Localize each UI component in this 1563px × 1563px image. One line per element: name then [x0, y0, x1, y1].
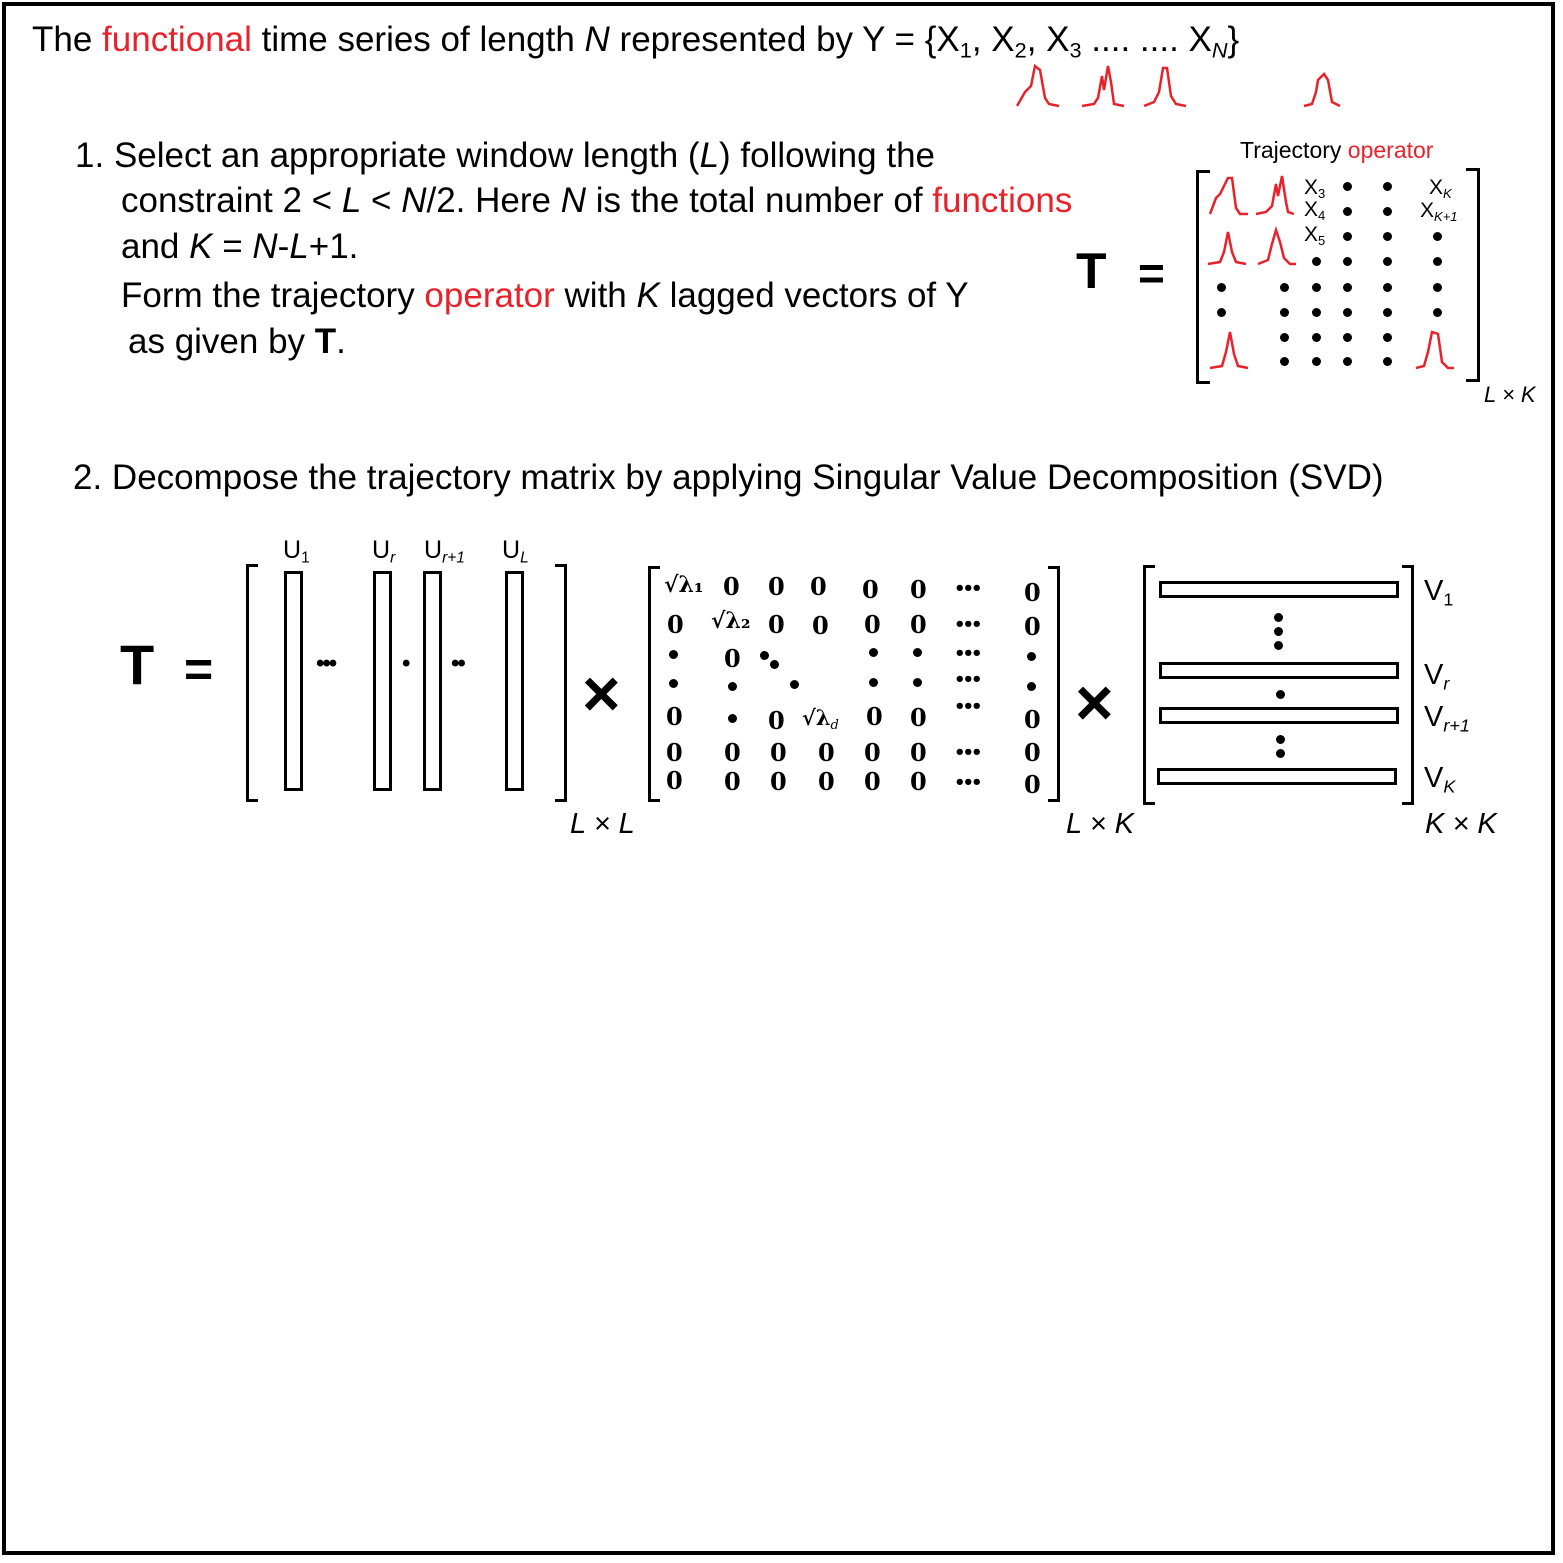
matrix-dot — [1383, 207, 1392, 216]
sigma-entry: 0 — [724, 644, 741, 673]
v1-label — [1424, 575, 1453, 610]
u-label-sub: 1 — [301, 549, 310, 567]
intro-functional: functional — [102, 20, 252, 59]
v-dot — [1276, 735, 1285, 744]
sigma-entry: 0 — [910, 738, 927, 767]
trajectory-label-sub: 3 — [1318, 185, 1326, 201]
step1-text: lagged vectors of Y — [659, 276, 969, 315]
sigma-dot — [669, 650, 678, 659]
step1-text: Form the trajectory — [121, 276, 425, 315]
intro-sub: N — [1211, 37, 1228, 63]
u-label-sub: r — [390, 549, 396, 567]
trajectory-xk-label — [1429, 176, 1452, 201]
u-label-text: U — [424, 536, 443, 564]
step1-operator-red: operator — [424, 276, 555, 315]
step1-var: K — [189, 227, 213, 266]
trajectory-label-sub: 5 — [1318, 232, 1326, 248]
step1-text: +1. — [308, 227, 359, 266]
v-label-text: V — [1424, 659, 1444, 691]
step1-text: and — [121, 227, 190, 266]
sigma-right-bracket — [1048, 566, 1060, 802]
sigma-entry: 0 — [770, 767, 787, 796]
intro-text: time series — [251, 20, 431, 59]
trajectory-curve — [1208, 172, 1250, 218]
step1-text: /2. Here — [426, 181, 561, 220]
u-ellipsis: •• — [451, 650, 464, 677]
sigma-entry: 0 — [864, 610, 881, 639]
trajectory-title-red: operator — [1347, 137, 1434, 163]
step1-var: N — [401, 181, 427, 220]
step1-functions-red: functions — [932, 181, 1073, 220]
u-right-bracket — [555, 564, 567, 802]
matrix-dot — [1312, 333, 1321, 342]
sigma-entry: 0 — [866, 702, 883, 731]
sigma-dot — [669, 679, 678, 688]
u1-label — [283, 536, 310, 568]
sigma-dot — [770, 660, 779, 669]
step1-text: ) following the — [719, 136, 935, 175]
uL-label — [502, 536, 529, 568]
sigma-dot — [869, 678, 878, 687]
intro-line — [32, 20, 1239, 64]
sigma-entry: 0 — [768, 610, 785, 639]
matrix-dot — [1312, 357, 1321, 366]
v-label-text: V — [1424, 701, 1444, 733]
step1-line1 — [75, 136, 935, 176]
matrix-dot — [1217, 283, 1226, 292]
v-dot — [1276, 690, 1285, 699]
intro-text: , X — [1026, 20, 1070, 59]
step1-var: N — [560, 181, 586, 220]
ur-column-vector — [373, 571, 392, 791]
trajectory-title-text: Trajectory — [1240, 137, 1348, 163]
matrix-dot — [1343, 257, 1352, 266]
sigma-entry: 0 — [724, 767, 741, 796]
sigma-entry: 0 — [812, 611, 829, 640]
v-dimension: K × K — [1425, 808, 1497, 840]
step1-text: is the total number of — [585, 181, 933, 220]
trajectory-curve — [1414, 326, 1456, 372]
v-label-sub: r+1 — [1443, 715, 1470, 736]
u-label-text: U — [502, 536, 521, 564]
u-label-text: U — [283, 536, 302, 564]
step1-text: with — [554, 276, 637, 315]
trajectory-label-sub: K+1 — [1434, 208, 1458, 224]
uL-column-vector — [505, 571, 524, 791]
intro-text: .... .... X — [1081, 20, 1212, 59]
sigma-entry: 0 — [724, 738, 741, 767]
trajectory-equals: = — [1138, 247, 1165, 299]
trajectory-label-text: X — [1304, 223, 1319, 246]
sigma-entry: 0 — [864, 738, 881, 767]
step1-text: constraint 2 < — [121, 181, 342, 220]
matrix-dot — [1383, 257, 1392, 266]
matrix-dot — [1280, 283, 1289, 292]
trajectory-x4-label — [1304, 198, 1325, 223]
trajectory-label-text: X — [1429, 176, 1444, 199]
u-dimension: L × L — [570, 808, 635, 840]
sigma-dot — [913, 678, 922, 687]
sigma-entry: 0 — [1024, 612, 1041, 641]
u1-column-vector — [284, 571, 303, 791]
step1-var: L — [699, 136, 720, 175]
matrix-dot — [1383, 232, 1392, 241]
step1-text: . — [336, 322, 346, 361]
sigma-dot — [913, 648, 922, 657]
v-dot — [1274, 641, 1283, 650]
intro-sub: 2 — [1014, 37, 1027, 63]
matrix-dot — [1343, 283, 1352, 292]
intro-text: , X — [971, 20, 1015, 59]
sigma-lambda-d-sub: d — [830, 717, 839, 733]
step2-line: 2. Decompose the trajectory matrix by applying Singular Value Decomposition (SVD) — [73, 458, 1384, 497]
step1-line5 — [128, 322, 346, 362]
v-label-text: V — [1424, 762, 1444, 794]
step1-line2 — [121, 181, 1072, 221]
matrix-dot — [1343, 207, 1352, 216]
step1-var: L — [289, 227, 309, 266]
intro-sub: 3 — [1069, 37, 1082, 63]
vr-row-vector — [1159, 662, 1399, 679]
sigma-entry: 0 — [862, 575, 879, 604]
intro-text: represented by Y = {X — [609, 20, 960, 59]
step1-line3 — [121, 227, 358, 267]
v-label-sub: r — [1443, 673, 1450, 694]
sigma-entry: 0 — [818, 738, 835, 767]
svd-equals: = — [184, 641, 214, 697]
trajectory-curve — [1206, 222, 1248, 268]
sigma-entry: 0 — [667, 610, 684, 639]
v-dot — [1274, 613, 1283, 622]
step1-var: N — [252, 227, 278, 266]
sigma-dot — [1027, 652, 1036, 661]
u-left-bracket — [246, 564, 258, 802]
function-curve-x1 — [1015, 62, 1060, 110]
sigma-dot — [728, 682, 737, 691]
matrix-dot — [1383, 357, 1392, 366]
u-label-sub: L — [520, 549, 529, 567]
trajectory-dimension: L × K — [1484, 382, 1536, 407]
step1-text: < — [361, 181, 402, 220]
v-dot — [1274, 627, 1283, 636]
sigma-entry: ••• — [954, 643, 980, 664]
matrix-dot — [1312, 283, 1321, 292]
sigma-entry: 0 — [818, 767, 835, 796]
trajectory-label-sub: 4 — [1318, 207, 1326, 223]
trajectory-title — [1240, 137, 1433, 164]
u-label-text: U — [372, 536, 391, 564]
sigma-entry: √λ₁ — [664, 572, 704, 598]
matrix-dot — [1433, 283, 1442, 292]
step1-var: L — [341, 181, 362, 220]
sigma-entry: ••• — [954, 772, 980, 793]
matrix-dot — [1383, 283, 1392, 292]
sigma-entry: 0 — [1024, 578, 1041, 607]
sigma-entry: 0 — [910, 610, 927, 639]
matrix-dot — [1343, 232, 1352, 241]
sigma-entry: 0 — [910, 703, 927, 732]
step1-T: T — [314, 322, 337, 361]
trajectory-curve — [1254, 172, 1296, 218]
intro-text: } — [1227, 20, 1240, 59]
step1-text: Select an appropriate window length ( — [113, 136, 700, 175]
trajectory-label-sub: K — [1443, 185, 1452, 201]
v-label-text: V — [1424, 575, 1444, 607]
function-curve-xN — [1302, 62, 1347, 110]
vr1-label — [1424, 701, 1470, 736]
u-label-sub: r+1 — [442, 549, 465, 567]
sigma-entry-lambda-d — [802, 705, 839, 733]
v-label-sub: 1 — [1443, 589, 1454, 610]
step1-text: as given by — [128, 322, 315, 361]
step1-line4 — [121, 276, 969, 316]
v-label-sub: K — [1443, 776, 1456, 797]
trajectory-x5-label — [1304, 223, 1325, 248]
sigma-entry: 0 — [810, 572, 827, 601]
sigma-entry: √λ₂ — [711, 608, 751, 634]
matrix-dot — [1280, 333, 1289, 342]
vr-label — [1424, 659, 1449, 694]
trajectory-right-bracket — [1466, 168, 1480, 382]
matrix-dot — [1217, 308, 1226, 317]
step-number: 1. — [75, 136, 105, 175]
matrix-dot — [1312, 308, 1321, 317]
matrix-dot — [1280, 357, 1289, 366]
sigma-entry: 0 — [666, 766, 683, 795]
sigma-entry: 0 — [864, 767, 881, 796]
matrix-dot — [1433, 232, 1442, 241]
matrix-dot — [1312, 257, 1321, 266]
trajectory-label-text: X — [1304, 176, 1319, 199]
intro-sub: 1 — [959, 37, 972, 63]
v-right-bracket — [1402, 565, 1414, 805]
matrix-dot — [1383, 333, 1392, 342]
matrix-dot — [1383, 182, 1392, 191]
v-dot — [1276, 749, 1285, 758]
step1-text: - — [277, 227, 290, 266]
matrix-dot — [1343, 182, 1352, 191]
function-curve-x3 — [1142, 62, 1187, 110]
sigma-dimension: L × K — [1066, 808, 1134, 840]
sigma-entry: ••• — [954, 669, 980, 690]
step1-var: K — [636, 276, 660, 315]
sigma-entry: ••• — [954, 742, 980, 763]
ur1-column-vector — [423, 571, 442, 791]
times-operator: × — [1075, 665, 1114, 739]
matrix-dot — [1343, 333, 1352, 342]
matrix-dot — [1383, 308, 1392, 317]
trajectory-curve — [1256, 222, 1298, 268]
sigma-entry: 0 — [666, 738, 683, 767]
ur-label — [372, 536, 395, 568]
sigma-dot — [760, 651, 769, 660]
matrix-dot — [1343, 308, 1352, 317]
sigma-dot — [1027, 682, 1036, 691]
sigma-entry: 0 — [666, 702, 683, 731]
matrix-dot — [1433, 308, 1442, 317]
intro-text: of length — [430, 20, 585, 59]
intro-text: The — [32, 20, 103, 59]
trajectory-label-text: X — [1304, 198, 1319, 221]
intro-N: N — [584, 20, 610, 59]
sigma-left-bracket — [648, 566, 660, 802]
matrix-dot — [1280, 308, 1289, 317]
matrix-dot — [1343, 357, 1352, 366]
u-ellipsis: • — [402, 650, 411, 677]
sigma-lambda-d: √λ — [802, 705, 831, 730]
sigma-entry: 0 — [910, 767, 927, 796]
sigma-entry: 0 — [910, 575, 927, 604]
ur1-label — [424, 536, 465, 568]
vK-row-vector — [1157, 768, 1397, 785]
u-ellipsis: ••• — [316, 650, 336, 677]
trajectory-xk1-label — [1420, 199, 1458, 224]
sigma-dot — [869, 648, 878, 657]
v-left-bracket — [1143, 565, 1155, 805]
sigma-entry: 0 — [768, 572, 785, 601]
svd-T: T — [120, 633, 155, 696]
sigma-entry: ••• — [954, 578, 980, 599]
vr1-row-vector — [1159, 707, 1399, 724]
sigma-entry: 0 — [768, 706, 785, 735]
function-curve-x2 — [1080, 62, 1125, 110]
sigma-entry: ••• — [954, 614, 980, 635]
trajectory-label-text: X — [1420, 199, 1435, 222]
trajectory-curve — [1208, 326, 1250, 372]
sigma-entry: 0 — [723, 572, 740, 601]
matrix-dot — [1433, 257, 1442, 266]
sigma-dot — [728, 714, 737, 723]
sigma-dot — [790, 680, 799, 689]
v1-row-vector — [1159, 581, 1399, 598]
sigma-entry: 0 — [770, 738, 787, 767]
vK-label — [1424, 762, 1455, 797]
sigma-entry: ••• — [954, 696, 980, 717]
trajectory-T: T — [1076, 243, 1107, 299]
sigma-entry: 0 — [1024, 738, 1041, 767]
step1-text: = — [212, 227, 253, 266]
times-operator: × — [582, 656, 621, 730]
sigma-entry: 0 — [1024, 705, 1041, 734]
sigma-entry: 0 — [1024, 770, 1041, 799]
